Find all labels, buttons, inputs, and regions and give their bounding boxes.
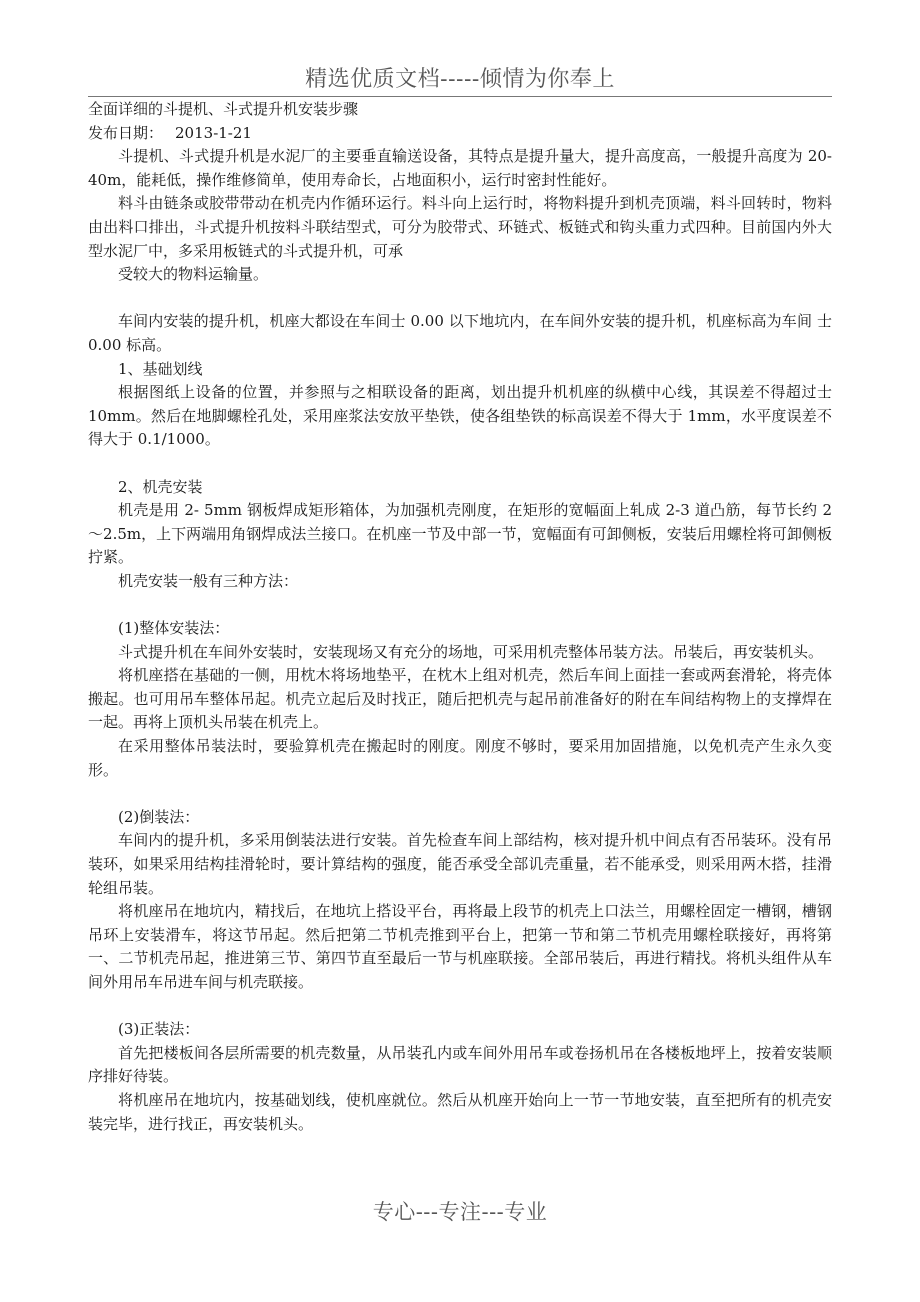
paragraph: 斗提机、斗式提升机是水泥厂的主要垂直输送设备，其特点是提升量大，提升高度高，一般提升高度为 20-40m，能耗低，操作维修简单，使用寿命长，占地面积小，运行时密封性能好。 (88, 147, 832, 189)
method-heading: (3)正装法： (118, 1020, 200, 1039)
paragraph: 斗式提升机在车间外安装时，安装现场又有充分的场地，可采用机壳整体吊装方法。吊装后，再安装机头。 (118, 642, 824, 661)
paragraph: 将机座搭在基础的一侧，用枕木将场地垫平，在枕木上组对机壳，然后车间上面挂一套或两套滑轮，将壳体搬起。也可用吊车整体吊起。机壳立起后及时找正，随后把机壳与起吊前准备好的附在车间结构物上的支撑焊在一起。再将上顶机头吊装在机壳上。 (88, 666, 832, 732)
spacer (88, 452, 832, 476)
section-heading: 1、基础划线 (118, 359, 203, 378)
document-title: 全面详细的斗提机、斗式提升机安装步骤 (88, 100, 359, 118)
paragraph: 在采用整体吊装法时，要验算机壳在搬起时的刚度。刚度不够时，要采用加固措施，以免机壳产生永久变形。 (88, 737, 832, 779)
method-heading: (1)整体安装法： (118, 619, 230, 638)
header-divider (88, 96, 832, 97)
paragraph: 将机座吊在地坑内，精找后，在地坑上搭设平台，再将最上段节的机壳上口法兰，用螺栓固定一槽钢，槽钢吊环上安装滑车，将这节吊起。然后把第二节机壳推到平台上，把第一节和第二节机壳用螺栓联接好，再将第一、二节机壳吊起，推进第三节、第四节直至最后一节与机座联接。全部吊装后，再进行精找。将机头组件从车间外用吊车吊进车间与机壳联接。 (88, 902, 832, 991)
paragraph: 将机座吊在地坑内，按基础划线，使机座就位。然后从机座开始向上一节一节地安装，直至把所有的机壳安装完毕，进行找正，再安装机头。 (88, 1090, 832, 1133)
date-value: 2013-1-21 (175, 123, 252, 142)
document-body (88, 98, 832, 1136)
paragraph: 根据图纸上设备的位置，并参照与之相联设备的距离，划出提升机机座的纵横中心线，其误差不得超过士 10mm。然后在地脚螺栓孔处，采用座浆法安放平垫铁，使各组垫铁的标高误差不得大于 1mm，水平度误差不得大于 0.1/1000。 (88, 383, 832, 449)
paragraph: 首先把楼板间各层所需要的机壳数量，从吊装孔内或车间外用吊车或卷扬机吊在各楼板地坪上，按着安装顺序排好待装。 (88, 1043, 832, 1086)
paragraph: 料斗由链条或胶带带动在机壳内作循环运行。料斗向上运行时，将物料提升到机壳顶端，料斗回转时，物料由出料口排出，斗式提升机按料斗联结型式，可分为胶带式、环链式、板链式和钩头重力式四种。目前国内外大型水泥厂中，多采用板链式的斗式提升机，可承 (88, 194, 832, 260)
paragraph: 车间内安装的提升机，机座大都设在车间士 0.00 以下地坑内，在车间外安装的提升机，机座标高为车间 士 0.00 标高。 (88, 312, 832, 354)
section-heading: 2、机壳安装 (118, 477, 203, 496)
date-label: 发布日期： (88, 123, 164, 142)
spacer (88, 593, 832, 617)
spacer (88, 995, 832, 1019)
page-header: 精选优质文档-----倾情为你奉上 (305, 67, 615, 92)
spacer (88, 287, 832, 311)
paragraph: 受较大的物料运输量。 (118, 265, 269, 284)
method-heading: (2)倒装法： (118, 807, 200, 826)
publish-date (88, 122, 832, 146)
paragraph: 车间内的提升机，多采用倒装法进行安装。首先检查车间上部结构，核对提升机中间点有否吊装环。没有吊装环，如果采用结构挂滑轮时，要计算结构的强度，能否承受全部讥壳重量，若不能承受，则采用两木搭，挂滑轮组吊装。 (88, 831, 832, 897)
paragraph: 机壳是用 2- 5mm 钢板焊成矩形箱体，为加强机壳刚度，在矩形的宽幅面上轧成 2-3 道凸筋，每节长约 2～2.5m，上下两端用角钢焊成法兰接口。在机座一节及中部一节，宽幅面有可卸侧板，安装后用螺栓将可卸侧板拧紧。 (88, 501, 832, 567)
paragraph: 机壳安装一般有三种方法： (118, 571, 299, 590)
spacer (88, 782, 832, 806)
page-footer: 专心---专注---专业 (372, 1200, 548, 1224)
